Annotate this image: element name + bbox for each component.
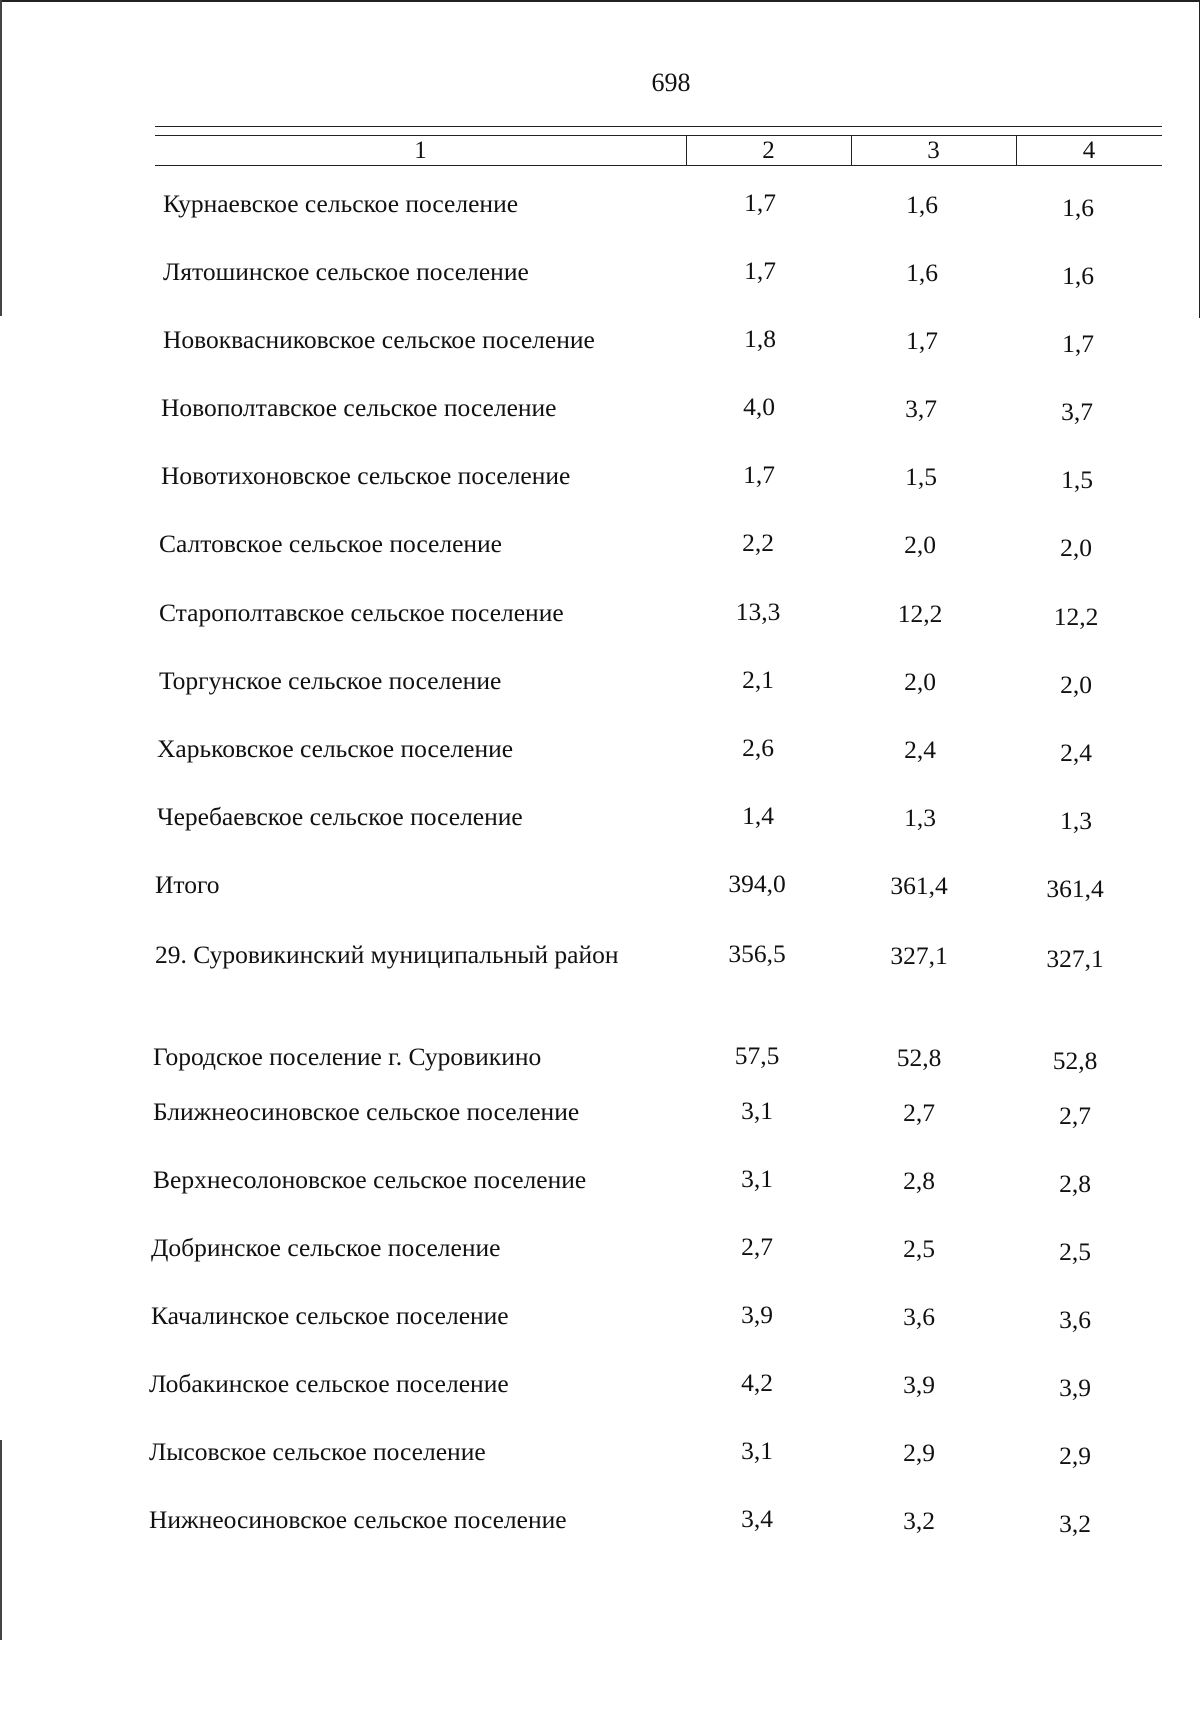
row-name: Добринское сельское поселение [151, 1233, 501, 1262]
row-name: Салтовское сельское поселение [159, 529, 502, 558]
row-value-c3: 1,6 [906, 190, 938, 219]
row-name: Торгунское сельское поселение [159, 666, 502, 695]
row-value-c2: 1,8 [744, 324, 776, 353]
row-name: Старополтавское сельское поселение [159, 598, 564, 627]
row-value-c3: 3,2 [903, 1506, 935, 1535]
row-name: Ближнеосиновское сельское поселение [153, 1097, 580, 1126]
row-value-c3: 2,5 [903, 1234, 935, 1263]
row-value-c3: 1,3 [904, 803, 936, 832]
row-value-c4: 1,5 [1061, 465, 1093, 494]
row-value-c4: 2,0 [1060, 533, 1092, 562]
row-name: Итого [155, 870, 220, 899]
row-name: Лысовское сельское поселение [149, 1437, 486, 1466]
row-value-c3: 2,4 [904, 735, 936, 764]
row-value-c4: 327,1 [1046, 944, 1104, 973]
column-header-4: 4 [1082, 137, 1096, 164]
row-value-c2: 356,5 [728, 939, 786, 968]
row-value-c4: 12,2 [1053, 602, 1099, 631]
table-header-bottom-rule [155, 165, 1162, 166]
row-value-c3: 1,7 [906, 326, 938, 355]
row-name: Харьковское сельское поселение [157, 734, 514, 763]
row-value-c2: 1,4 [742, 801, 774, 830]
row-value-c2: 57,5 [734, 1041, 780, 1070]
row-name: Курнаевское сельское поселение [163, 189, 519, 218]
row-value-c2: 1,7 [744, 188, 776, 217]
row-value-c3: 1,6 [906, 258, 938, 287]
row-name: Лобакинское сельское поселение [149, 1369, 509, 1398]
row-value-c4: 1,3 [1060, 806, 1092, 835]
row-value-c3: 361,4 [890, 871, 948, 900]
row-value-c4: 2,8 [1059, 1169, 1091, 1198]
row-value-c4: 52,8 [1052, 1046, 1098, 1075]
row-value-c2: 3,4 [741, 1504, 773, 1533]
table-top-rule [155, 126, 1162, 127]
row-value-c2: 3,1 [741, 1096, 773, 1125]
row-value-c2: 4,2 [741, 1368, 773, 1397]
row-value-c2: 2,1 [742, 665, 774, 694]
row-name: Нижнеосиновское сельское поселение [149, 1505, 567, 1534]
row-value-c4: 3,6 [1059, 1305, 1091, 1334]
page-number: 698 [651, 68, 691, 97]
row-name: 29. Суровикинский муниципальный район [155, 940, 619, 969]
row-name: Лятошинское сельское поселение [163, 257, 529, 286]
row-value-c3: 12,2 [897, 599, 943, 628]
row-value-c2: 3,1 [741, 1164, 773, 1193]
row-value-c4: 2,9 [1059, 1441, 1091, 1470]
row-value-c2: 2,2 [742, 528, 774, 557]
row-value-c3: 2,7 [903, 1098, 935, 1127]
row-value-c3: 2,9 [903, 1438, 935, 1467]
row-value-c3: 2,0 [904, 667, 936, 696]
row-value-c3: 2,0 [904, 530, 936, 559]
row-value-c2: 394,0 [728, 869, 786, 898]
column-header-3: 3 [927, 137, 940, 164]
row-value-c3: 2,8 [903, 1166, 935, 1195]
row-value-c3: 52,8 [896, 1043, 942, 1072]
row-name: Городское поселение г. Суровикино [153, 1042, 542, 1071]
row-value-c3: 327,1 [890, 941, 948, 970]
row-value-c3: 1,5 [905, 462, 937, 491]
row-value-c4: 3,9 [1059, 1373, 1091, 1402]
row-value-c4: 1,6 [1062, 193, 1094, 222]
scan-edge-mark [0, 0, 2, 316]
row-value-c4: 2,7 [1059, 1101, 1091, 1130]
row-value-c4: 3,7 [1061, 397, 1093, 426]
row-value-c2: 1,7 [743, 460, 775, 489]
row-value-c2: 2,6 [742, 733, 774, 762]
row-name: Качалинское сельское поселение [151, 1301, 509, 1330]
row-value-c4: 2,4 [1060, 738, 1092, 767]
row-name: Черебаевское сельское поселение [157, 802, 523, 831]
row-value-c2: 3,1 [741, 1436, 773, 1465]
row-name: Верхнесолоновское сельское поселение [153, 1165, 587, 1194]
row-value-c2: 13,3 [735, 597, 781, 626]
row-value-c2: 4,0 [743, 392, 775, 421]
row-name: Новоквасниковское сельское поселение [163, 325, 595, 354]
row-value-c4: 2,0 [1060, 670, 1092, 699]
row-value-c4: 3,2 [1059, 1509, 1091, 1538]
row-name: Новополтавское сельское поселение [161, 393, 557, 422]
row-value-c4: 2,5 [1059, 1237, 1091, 1266]
row-value-c2: 2,7 [741, 1232, 773, 1261]
row-value-c3: 3,6 [903, 1302, 935, 1331]
row-value-c2: 3,9 [741, 1300, 773, 1329]
row-value-c3: 3,9 [903, 1370, 935, 1399]
table-header-rule [155, 135, 1162, 136]
column-header-1: 1 [414, 137, 427, 164]
row-value-c4: 1,7 [1062, 329, 1094, 358]
column-header-2: 2 [762, 137, 775, 164]
row-value-c4: 361,4 [1046, 874, 1104, 903]
row-value-c3: 3,7 [905, 394, 937, 423]
row-name: Новотихоновское сельское поселение [161, 461, 571, 490]
row-value-c4: 1,6 [1062, 261, 1094, 290]
scan-edge-mark [0, 1440, 2, 1640]
row-value-c2: 1,7 [744, 256, 776, 285]
